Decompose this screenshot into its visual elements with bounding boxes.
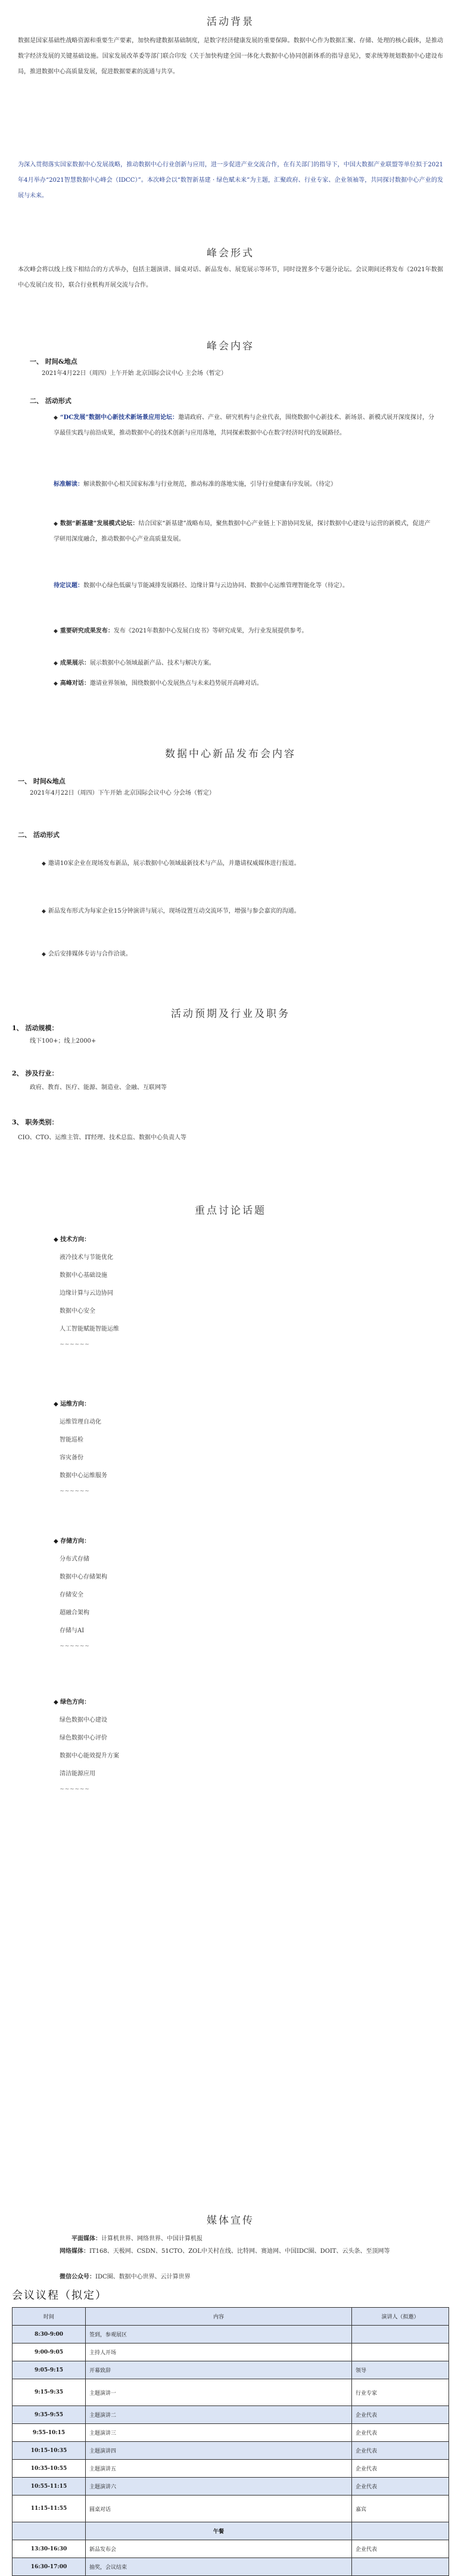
list-item: 数据中心能效提升方案 bbox=[60, 1753, 119, 1759]
summit-bullet-1b bbox=[54, 477, 435, 492]
summit-bullet-5 bbox=[54, 676, 435, 692]
agenda-cell-content: 主题演讲一 bbox=[86, 2379, 352, 2406]
table-row bbox=[13, 2406, 449, 2424]
list-item: 分布式存储 bbox=[60, 1556, 89, 1563]
summit-format-heading: 二、 活动形式 bbox=[30, 397, 71, 405]
industry-heading: 2、 涉及行业： bbox=[12, 1070, 58, 1077]
diamond-icon: ◆ bbox=[54, 661, 58, 667]
table-row bbox=[13, 2379, 449, 2406]
diamond-icon: ◆ bbox=[54, 628, 58, 634]
agenda-cell-speaker: 企业代表 bbox=[352, 2478, 449, 2496]
launch-bullet-2 bbox=[42, 904, 423, 919]
table-row bbox=[13, 2540, 449, 2558]
list-item: 超融合架构 bbox=[60, 1610, 89, 1616]
bullet-label: 高峰对话： bbox=[60, 680, 90, 687]
section-title-topics: 重点讨论话题 bbox=[195, 1205, 266, 1217]
topic-group-label: 绿色方向： bbox=[60, 1699, 91, 1706]
list-item: 数据中心存储架构 bbox=[60, 1574, 107, 1580]
agenda-cell-content: 抽奖，会议结束 bbox=[86, 2558, 352, 2576]
scale-line: 线下100+；线上2000+ bbox=[30, 1038, 96, 1044]
topic-group-label: 运维方向： bbox=[60, 1401, 91, 1408]
summit-bullet-2 bbox=[54, 516, 435, 547]
summit-time-line: 2021年4月22日（周四）上午开始 北京国际会议中心 主会场（暂定） bbox=[42, 370, 227, 377]
diamond-icon: ◆ bbox=[54, 1699, 61, 1706]
agenda-cell-speaker bbox=[352, 2522, 449, 2540]
agenda-cell-speaker: 行业专家 bbox=[352, 2379, 449, 2406]
agenda-cell-time: 9:05-9:15 bbox=[13, 2361, 86, 2379]
section-title-format: 峰会形式 bbox=[207, 247, 254, 259]
media-value: IT168、天极网、CSDN、51CTO、ZOL中关村在线、比特网、赛迪网、中国IDC圈、DOIT、云头条、至顶网等 bbox=[89, 2248, 390, 2255]
launch-time-heading: 一、 时间&地点 bbox=[18, 777, 66, 785]
list-item: 智能巡检 bbox=[60, 1437, 83, 1443]
section-title-summit-content: 峰会内容 bbox=[207, 340, 254, 352]
summit-time-heading: 一、 时间&地点 bbox=[30, 358, 77, 365]
agenda-cell-speaker bbox=[352, 2326, 449, 2343]
summit-bullet-1 bbox=[54, 410, 435, 441]
more-indicator: ~~~~~~ bbox=[60, 1643, 90, 1650]
agenda-title: 会议议程（拟定） bbox=[12, 2289, 107, 2302]
section-title-media: 媒体宣传 bbox=[207, 2215, 254, 2227]
list-item: 容灾备份 bbox=[60, 1455, 83, 1461]
table-row bbox=[13, 2496, 449, 2522]
agenda-cell-speaker: 企业代表 bbox=[352, 2460, 449, 2478]
list-item: 绿色数据中心评价 bbox=[60, 1735, 107, 1741]
agenda-cell-time: 13:30-16:30 bbox=[13, 2540, 86, 2558]
bullet-text: 新品发布形式为每家企业15分钟演讲与展示，现场设置互动交流环节，增强与参会嘉宾的沟通。 bbox=[48, 908, 300, 915]
agenda-cell-time: 9:55-10:15 bbox=[13, 2424, 86, 2442]
agenda-cell-content: 午餐 bbox=[86, 2522, 352, 2540]
bullet-label: 待定议题： bbox=[54, 582, 83, 589]
section-title-expectations: 活动预期及行业及职务 bbox=[171, 1008, 290, 1020]
media-label: 微信公众号： bbox=[60, 2274, 95, 2280]
bullet-text: 结合国家“新基建”战略布局，聚焦数据中心产业链上下游协同发展，探讨数据中心建设与运营的新模式，促进产学研用深度融合，推动数据中心产业高质量发展。 bbox=[54, 520, 431, 543]
agenda-header-content: 内容 bbox=[86, 2308, 352, 2326]
format-paragraph: 本次峰会将以线上线下相结合的方式举办，包括主题演讲、圆桌对话、新品发布、展览展示等环节，同时设置多个专题分论坛。会议期间还将发布《2021年数据中心发展白皮书》，联合行业机构开展交流与合作。 bbox=[18, 266, 443, 289]
launch-bullet-3 bbox=[42, 947, 423, 962]
list-item: 存储安全 bbox=[60, 1592, 83, 1598]
media-print bbox=[71, 2233, 441, 2242]
table-row bbox=[13, 2361, 449, 2379]
agenda-header-time: 时间 bbox=[13, 2308, 86, 2326]
diamond-icon: ◆ bbox=[54, 1236, 61, 1243]
agenda-cell-time: 10:55-11:15 bbox=[13, 2478, 86, 2496]
table-row bbox=[13, 2326, 449, 2343]
agenda-cell-time: 8:30-9:00 bbox=[13, 2326, 86, 2343]
section-title-background: 活动背景 bbox=[207, 16, 254, 28]
agenda-cell-content: 主题演讲三 bbox=[86, 2424, 352, 2442]
background-paragraph-2: 为深入贯彻落实国家数据中心发展战略，推动数据中心行业创新与应用，进一步促进产业交流合作，在有关部门的指导下，中国大数据产业联盟等单位拟于2021年4月举办“2021智慧数据中心峰会（IDCC）”。本次峰会以“数智新基建 · 绿色赋未来”为主题，汇聚政府、行业专家、企业领袖等，共同探讨数据中心产业的发展与未来。 bbox=[18, 162, 443, 199]
topic-group-green bbox=[54, 1697, 90, 1706]
diamond-icon: ◆ bbox=[42, 951, 46, 957]
more-indicator: ~~~~~~ bbox=[60, 1488, 90, 1495]
agenda-cell-speaker bbox=[352, 2558, 449, 2576]
bullet-text: 会后安排媒体专访与合作洽谈。 bbox=[48, 951, 132, 957]
agenda-cell-speaker: 企业代表 bbox=[352, 2540, 449, 2558]
media-label: 平面媒体： bbox=[71, 2236, 101, 2242]
scale-heading: 1、 活动规模： bbox=[12, 1024, 58, 1032]
agenda-header-speaker: 演讲人（拟邀） bbox=[352, 2308, 449, 2326]
table-row bbox=[13, 2522, 449, 2540]
list-item: 清洁能源应用 bbox=[60, 1771, 95, 1777]
agenda-header-row bbox=[13, 2308, 449, 2326]
agenda-cell-content: 开幕致辞 bbox=[86, 2361, 352, 2379]
section-title-product-launch: 数据中心新品发布会内容 bbox=[165, 748, 296, 760]
diamond-icon: ◆ bbox=[54, 1538, 61, 1545]
bullet-text: 邀请10家企业在现场发布新品，展示数据中心领域最新技术与产品，并邀请权威媒体进行报道。 bbox=[48, 860, 300, 867]
summit-bullet-2b bbox=[54, 578, 435, 594]
diamond-icon: ◆ bbox=[54, 1401, 61, 1408]
agenda-cell-speaker: 嘉宾 bbox=[352, 2496, 449, 2522]
agenda-cell-content: 新品发布会 bbox=[86, 2540, 352, 2558]
summit-bullet-3 bbox=[54, 624, 435, 639]
media-label: 网络媒体： bbox=[60, 2248, 89, 2255]
agenda-cell-content: 主持人开场 bbox=[86, 2343, 352, 2361]
bullet-text: 解读数据中心相关国家标准与行业规范，推动标准的落地实施，引导行业健康有序发展。（待定） bbox=[83, 481, 337, 488]
agenda-cell-time: 9:00-9:05 bbox=[13, 2343, 86, 2361]
agenda-cell-content: 主题演讲六 bbox=[86, 2478, 352, 2496]
diamond-icon: ◆ bbox=[54, 415, 58, 421]
agenda-cell-speaker bbox=[352, 2343, 449, 2361]
launch-format-heading: 二、 活动形式 bbox=[18, 831, 60, 839]
diamond-icon: ◆ bbox=[54, 521, 58, 527]
bullet-label: 成果展示： bbox=[60, 660, 90, 667]
diamond-icon: ◆ bbox=[42, 909, 46, 915]
topic-group-operations bbox=[54, 1399, 90, 1408]
diamond-icon: ◆ bbox=[42, 861, 46, 867]
diamond-icon: ◆ bbox=[54, 681, 58, 687]
list-item: 边缘计算与云边协同 bbox=[60, 1290, 113, 1297]
list-item: 液冷技术与节能优化 bbox=[60, 1254, 113, 1261]
topic-group-label: 存储方向： bbox=[60, 1538, 91, 1545]
launch-time-line: 2021年4月22日（周四）下午开始 北京国际会议中心 分会场（暂定） bbox=[30, 790, 215, 796]
bullet-label: 重要研究成果发布： bbox=[60, 628, 114, 634]
bullet-text: 发布《2021年数据中心发展白皮书》等研究成果，为行业发展提供参考。 bbox=[113, 628, 308, 634]
list-item: 人工智能赋能智能运维 bbox=[60, 1326, 119, 1332]
agenda-cell-content: 签到，参观展区 bbox=[86, 2326, 352, 2343]
bullet-text: 邀请业界领袖，围绕数据中心发展热点与未来趋势展开高峰对话。 bbox=[89, 680, 263, 687]
background-paragraph-1: 数据是国家基础性战略资源和重要生产要素，加快构建数据基础制度，是数字经济健康发展的重要保障。数据中心作为数据汇聚、存储、处理的核心载体，是推动数字经济发展的关键基础设施。国家发展改革委等部门联合印发《关于加快构建全国一体化大数据中心协同创新体系的指导意见》，要求统筹规划数据中心建设布局，推进数据中心高质量发展，促进数据要素的流通与共享。 bbox=[18, 38, 443, 75]
industry-line: 政府、教育、医疗、能源、制造业、金融、互联网等 bbox=[30, 1084, 167, 1091]
agenda-cell-time: 10:35-10:55 bbox=[13, 2460, 86, 2478]
more-indicator: ~~~~~~ bbox=[60, 1786, 90, 1793]
bullet-label: 标准解读： bbox=[54, 481, 83, 488]
table-row bbox=[13, 2442, 449, 2460]
list-item: 数据中心运维服务 bbox=[60, 1473, 107, 1479]
list-item: 运维管理自动化 bbox=[60, 1419, 101, 1425]
agenda-cell-content: 圆桌对话 bbox=[86, 2496, 352, 2522]
table-row bbox=[13, 2343, 449, 2361]
agenda-cell-speaker: 企业代表 bbox=[352, 2406, 449, 2424]
bullet-text: 数据中心绿色低碳与节能减排发展路径、边缘计算与云边协同、数据中心运维管理智能化等（待定）。 bbox=[83, 582, 348, 589]
agenda-cell-time: 9:35-9:55 bbox=[13, 2406, 86, 2424]
agenda-cell-speaker: 领导 bbox=[352, 2361, 449, 2379]
media-wechat bbox=[60, 2271, 441, 2280]
bullet-label: “DC发展”数据中心新技术新场景应用论坛： bbox=[60, 414, 179, 421]
agenda-cell-time: 9:15-9:35 bbox=[13, 2379, 86, 2406]
bullet-text: 邀请政府、产业、研究机构与企业代表，围绕数据中心新技术、新场景、新模式展开深度探讨，分享最佳实践与前沿成果，推动数据中心的技术创新与应用落地，共同探索数据中心在数字经济时代的发展路径。 bbox=[54, 414, 435, 436]
agenda-cell-speaker: 企业代表 bbox=[352, 2424, 449, 2442]
position-line: CIO、CTO、运维主管、IT经理、技术总监、数据中心负责人等 bbox=[18, 1134, 186, 1141]
summit-bullet-4 bbox=[54, 656, 435, 671]
media-value: IDC圈、数据中心世界、云计算世界 bbox=[95, 2274, 191, 2280]
media-online bbox=[60, 2246, 441, 2257]
agenda-cell-time: 16:30-17:00 bbox=[13, 2558, 86, 2576]
list-item: 绿色数据中心建设 bbox=[60, 1717, 107, 1723]
agenda-cell-content: 主题演讲二 bbox=[86, 2406, 352, 2424]
topic-group-storage bbox=[54, 1536, 90, 1545]
agenda-cell-time bbox=[13, 2522, 86, 2540]
topic-group-label: 技术方向： bbox=[60, 1236, 91, 1243]
table-row bbox=[13, 2460, 449, 2478]
bullet-label: 数据“新基建”发展模式论坛： bbox=[60, 520, 139, 527]
agenda-cell-time: 11:15-11:55 bbox=[13, 2496, 86, 2522]
agenda-cell-content: 主题演讲五 bbox=[86, 2460, 352, 2478]
bullet-text: 展示数据中心领域最新产品、技术与解决方案。 bbox=[89, 660, 215, 667]
agenda-cell-content: 主题演讲四 bbox=[86, 2442, 352, 2460]
table-row bbox=[13, 2424, 449, 2442]
more-indicator: ~~~~~~ bbox=[60, 1341, 90, 1348]
list-item: 数据中心安全 bbox=[60, 1308, 95, 1315]
position-heading: 3、 职务类别： bbox=[12, 1118, 58, 1126]
media-value: 计算机世界、网络世界、中国计算机报 bbox=[101, 2236, 203, 2242]
launch-bullet-1 bbox=[42, 856, 423, 872]
agenda-cell-time: 10:15-10:35 bbox=[13, 2442, 86, 2460]
list-item: 存储与AI bbox=[60, 1628, 85, 1634]
table-row bbox=[13, 2558, 449, 2576]
agenda-cell-speaker: 企业代表 bbox=[352, 2442, 449, 2460]
list-item: 数据中心基础设施 bbox=[60, 1272, 107, 1279]
agenda-table bbox=[12, 2307, 449, 2576]
table-row bbox=[13, 2478, 449, 2496]
topic-group-technology bbox=[54, 1234, 90, 1243]
